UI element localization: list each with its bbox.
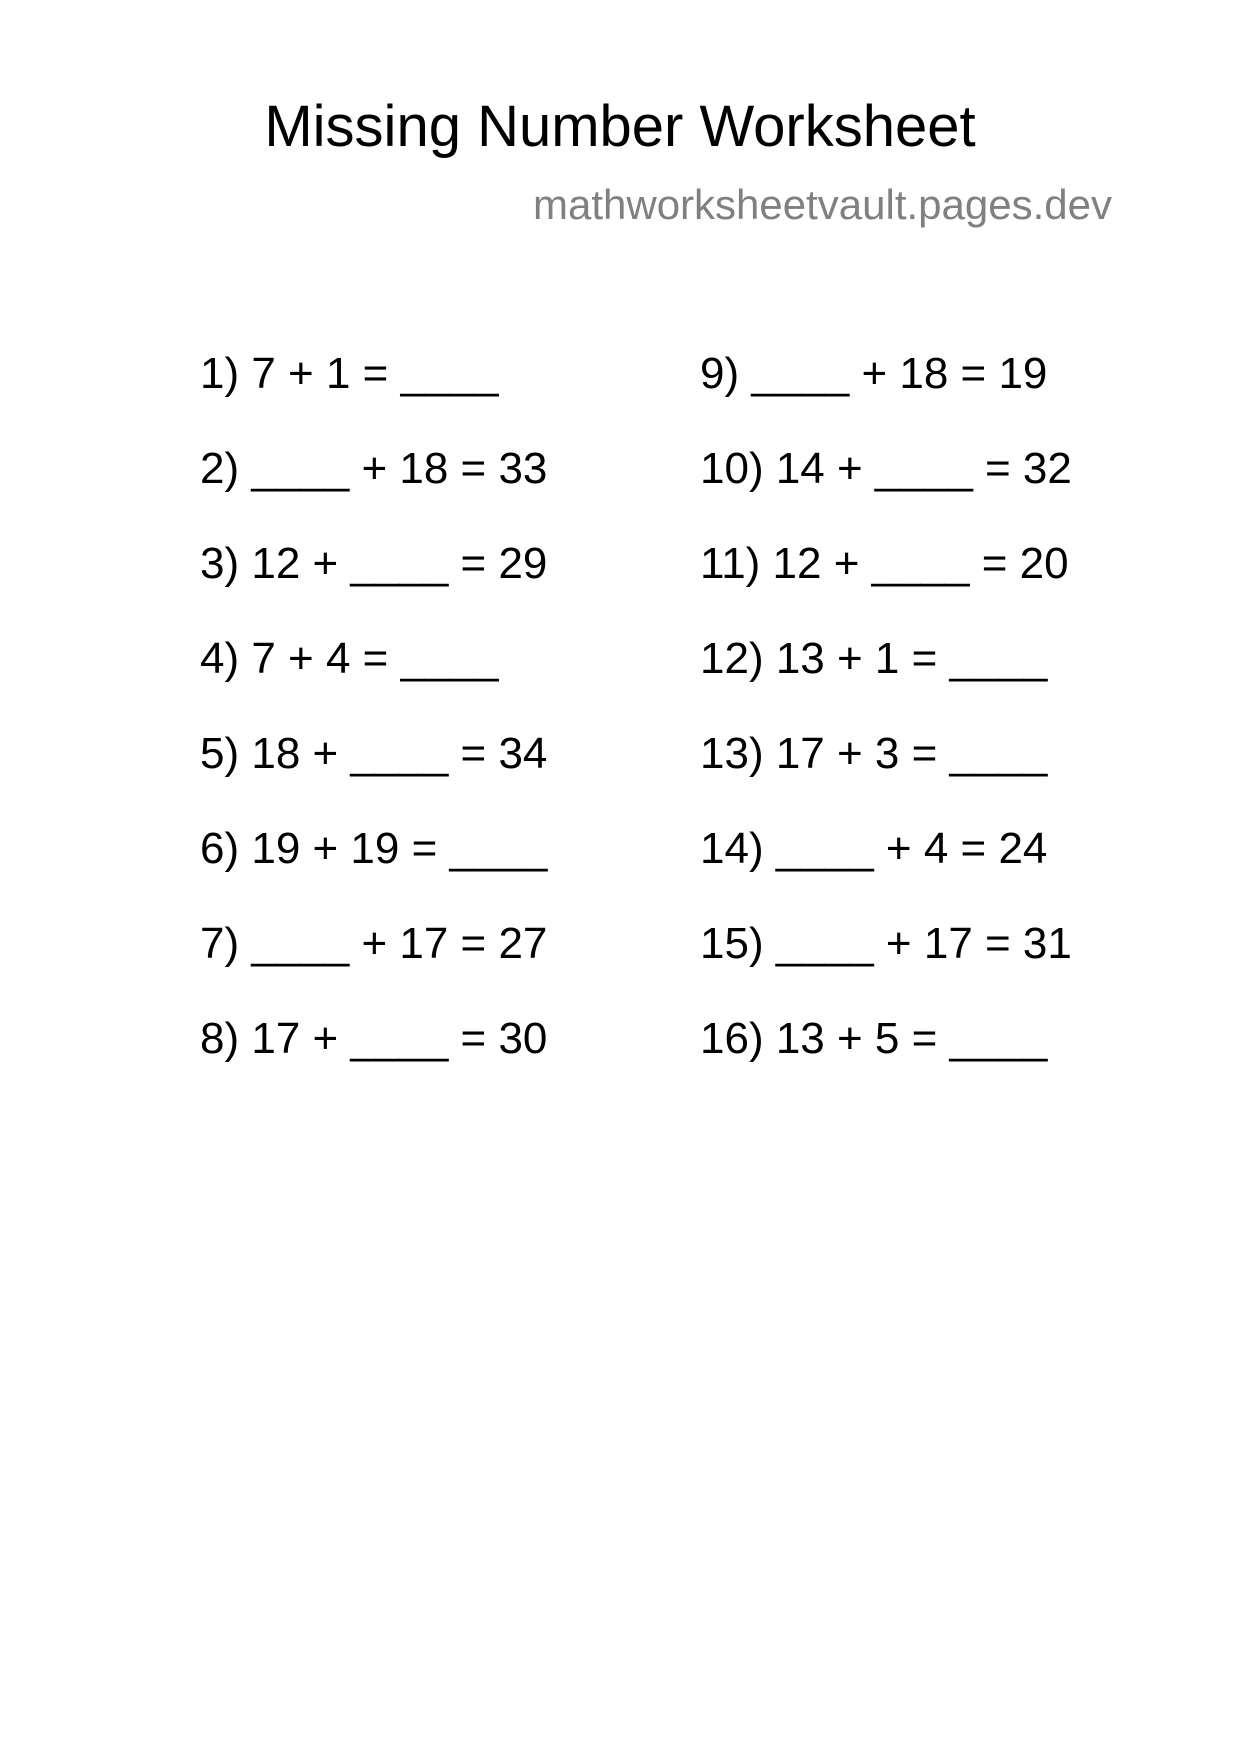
problem: 7) ____ + 17 = 27: [200, 919, 548, 968]
problem: 11) 12 + ____ = 20: [700, 539, 1069, 588]
problem: 9) ____ + 18 = 19: [700, 349, 1048, 398]
problem: 15) ____ + 17 = 31: [700, 919, 1072, 968]
worksheet-title: Missing Number Worksheet: [264, 94, 976, 159]
problem: 2) ____ + 18 = 33: [200, 444, 548, 493]
problem: 14) ____ + 4 = 24: [700, 824, 1048, 873]
problem: 13) 17 + 3 = ____: [700, 729, 1048, 778]
problem: 12) 13 + 1 = ____: [700, 634, 1048, 683]
problem: 8) 17 + ____ = 30: [200, 1014, 548, 1063]
problems-column-right: [700, 349, 1072, 1112]
problem: 3) 12 + ____ = 29: [200, 539, 548, 588]
problem: 4) 7 + 4 = ____: [200, 634, 499, 683]
source-url: mathworksheetvault.pages.dev: [533, 181, 1112, 228]
problem: 5) 18 + ____ = 34: [200, 729, 548, 778]
problem: 1) 7 + 1 = ____: [200, 349, 499, 398]
problem: 16) 13 + 5 = ____: [700, 1014, 1048, 1063]
problem: 6) 19 + 19 = ____: [200, 824, 548, 873]
problem: 10) 14 + ____ = 32: [700, 444, 1072, 493]
problems-column-left: [200, 349, 548, 1112]
